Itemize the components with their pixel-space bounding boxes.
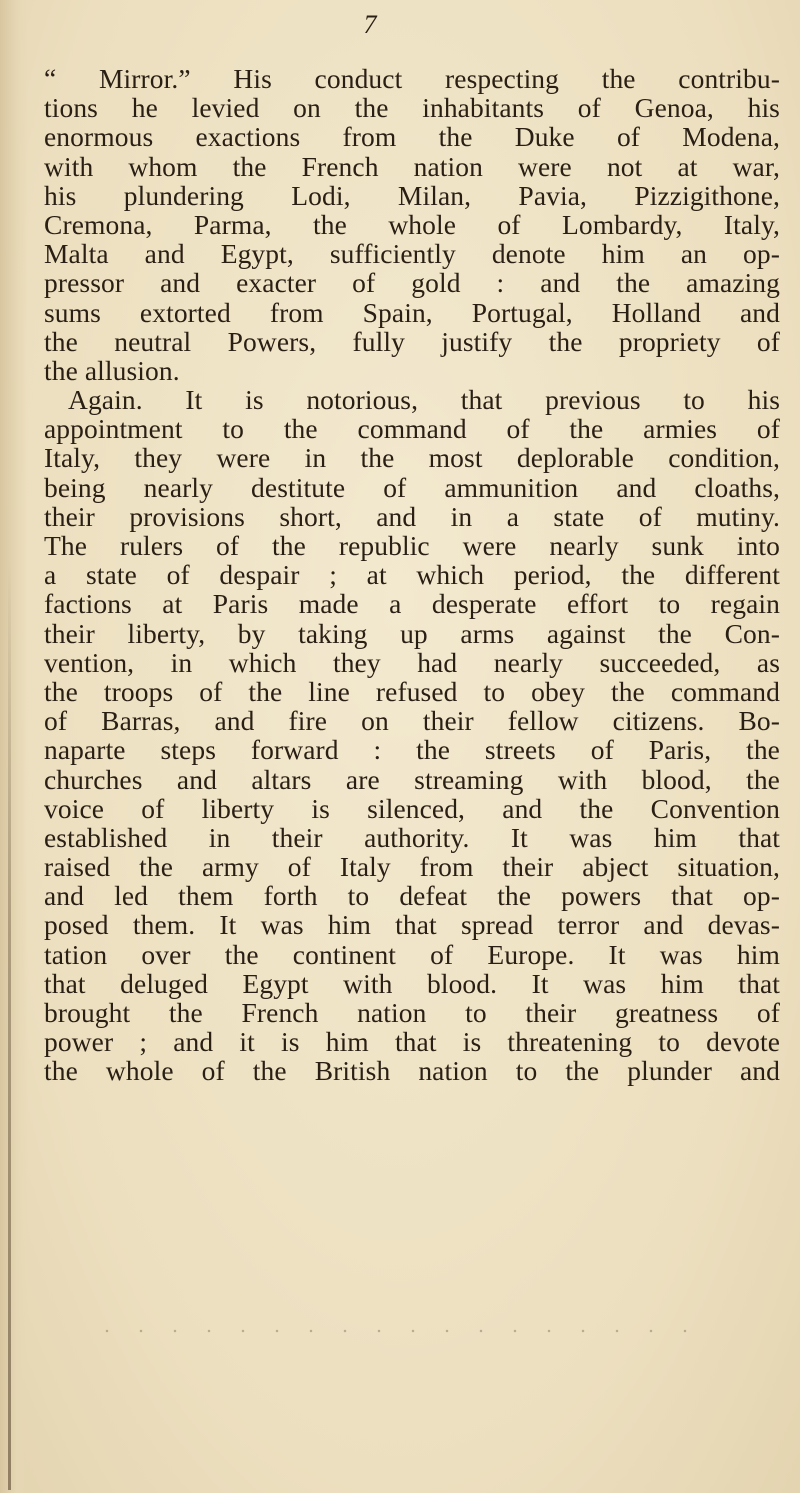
text-line: factions at Paris made a desperate effort to regain bbox=[44, 588, 780, 620]
text-line: his plundering Lodi, Milan, Pavia, Pizzigithone, bbox=[44, 179, 780, 211]
text-line: of Barras, and fire on their fellow citizens. Bo- bbox=[44, 705, 780, 737]
page-gutter-shadow bbox=[0, 0, 28, 1493]
text-line: tions he levied on the inhabitants of Genoa, his bbox=[44, 92, 780, 124]
text-line: voice of liberty is silenced, and the Convention bbox=[44, 792, 780, 824]
text-line: power ; and it is him that is threatening to devote bbox=[44, 1026, 780, 1058]
page-number: 7 bbox=[363, 10, 377, 39]
text-line: the allusion. bbox=[44, 354, 180, 386]
text-line: naparte steps forward : the streets of Paris, the bbox=[44, 734, 780, 766]
text-line: that deluged Egypt with blood. It was him that bbox=[44, 967, 780, 999]
text-line: a state of despair ; at which period, the different bbox=[44, 559, 780, 591]
text-line: Malta and Egypt, sufficiently denote him an op- bbox=[44, 238, 780, 270]
text-line: “ Mirror.” His conduct respecting the contribu- bbox=[44, 63, 780, 94]
text-line: with whom the French nation were not at war, bbox=[44, 150, 780, 182]
binding-edge bbox=[8, 560, 11, 1490]
text-line: the neutral Powers, fully justify the propriety of bbox=[44, 325, 780, 357]
text-line: Cremona, Parma, the whole of Lombardy, Italy, bbox=[44, 208, 780, 240]
text-line: their liberty, by taking up arms against the Con- bbox=[44, 617, 780, 649]
text-line: established in their authority. It was him that bbox=[44, 821, 780, 853]
text-line: the troops of the line refused to obey the command bbox=[44, 675, 780, 707]
text-line: Italy, they were in the most deplorable condition, bbox=[44, 442, 780, 474]
text-line: posed them. It was him that spread terror and devas- bbox=[44, 909, 780, 941]
text-line: pressor and exacter of gold : and the amazing bbox=[44, 267, 780, 299]
body-text bbox=[44, 64, 780, 1086]
text-line: Again. It is notorious, that previous to his bbox=[68, 384, 780, 416]
text-line: churches and altars are streaming with blood, the bbox=[44, 763, 780, 795]
text-line: the whole of the British nation to the plunder and bbox=[44, 1055, 780, 1087]
text-line: their provisions short, and in a state of mutiny. bbox=[44, 500, 780, 532]
text-line: tation over the continent of Europe. It was him bbox=[44, 938, 780, 970]
text-line: enormous exactions from the Duke of Modena, bbox=[44, 121, 780, 153]
text-line: being nearly destitute of ammunition and cloaths, bbox=[44, 471, 780, 503]
text-line: brought the French nation to their greatness of bbox=[44, 997, 780, 1028]
text-line: The rulers of the republic were nearly sunk into bbox=[44, 530, 780, 561]
text-line: raised the army of Italy from their abject situation, bbox=[44, 851, 780, 883]
text-line: vention, in which they had nearly succeeded, as bbox=[44, 646, 780, 678]
text-line: and led them forth to defeat the powers that op- bbox=[44, 880, 780, 912]
print-specks bbox=[90, 1326, 710, 1336]
text-line: appointment to the command of the armies of bbox=[44, 413, 780, 445]
text-line: sums extorted from Spain, Portugal, Holland and bbox=[44, 296, 780, 328]
